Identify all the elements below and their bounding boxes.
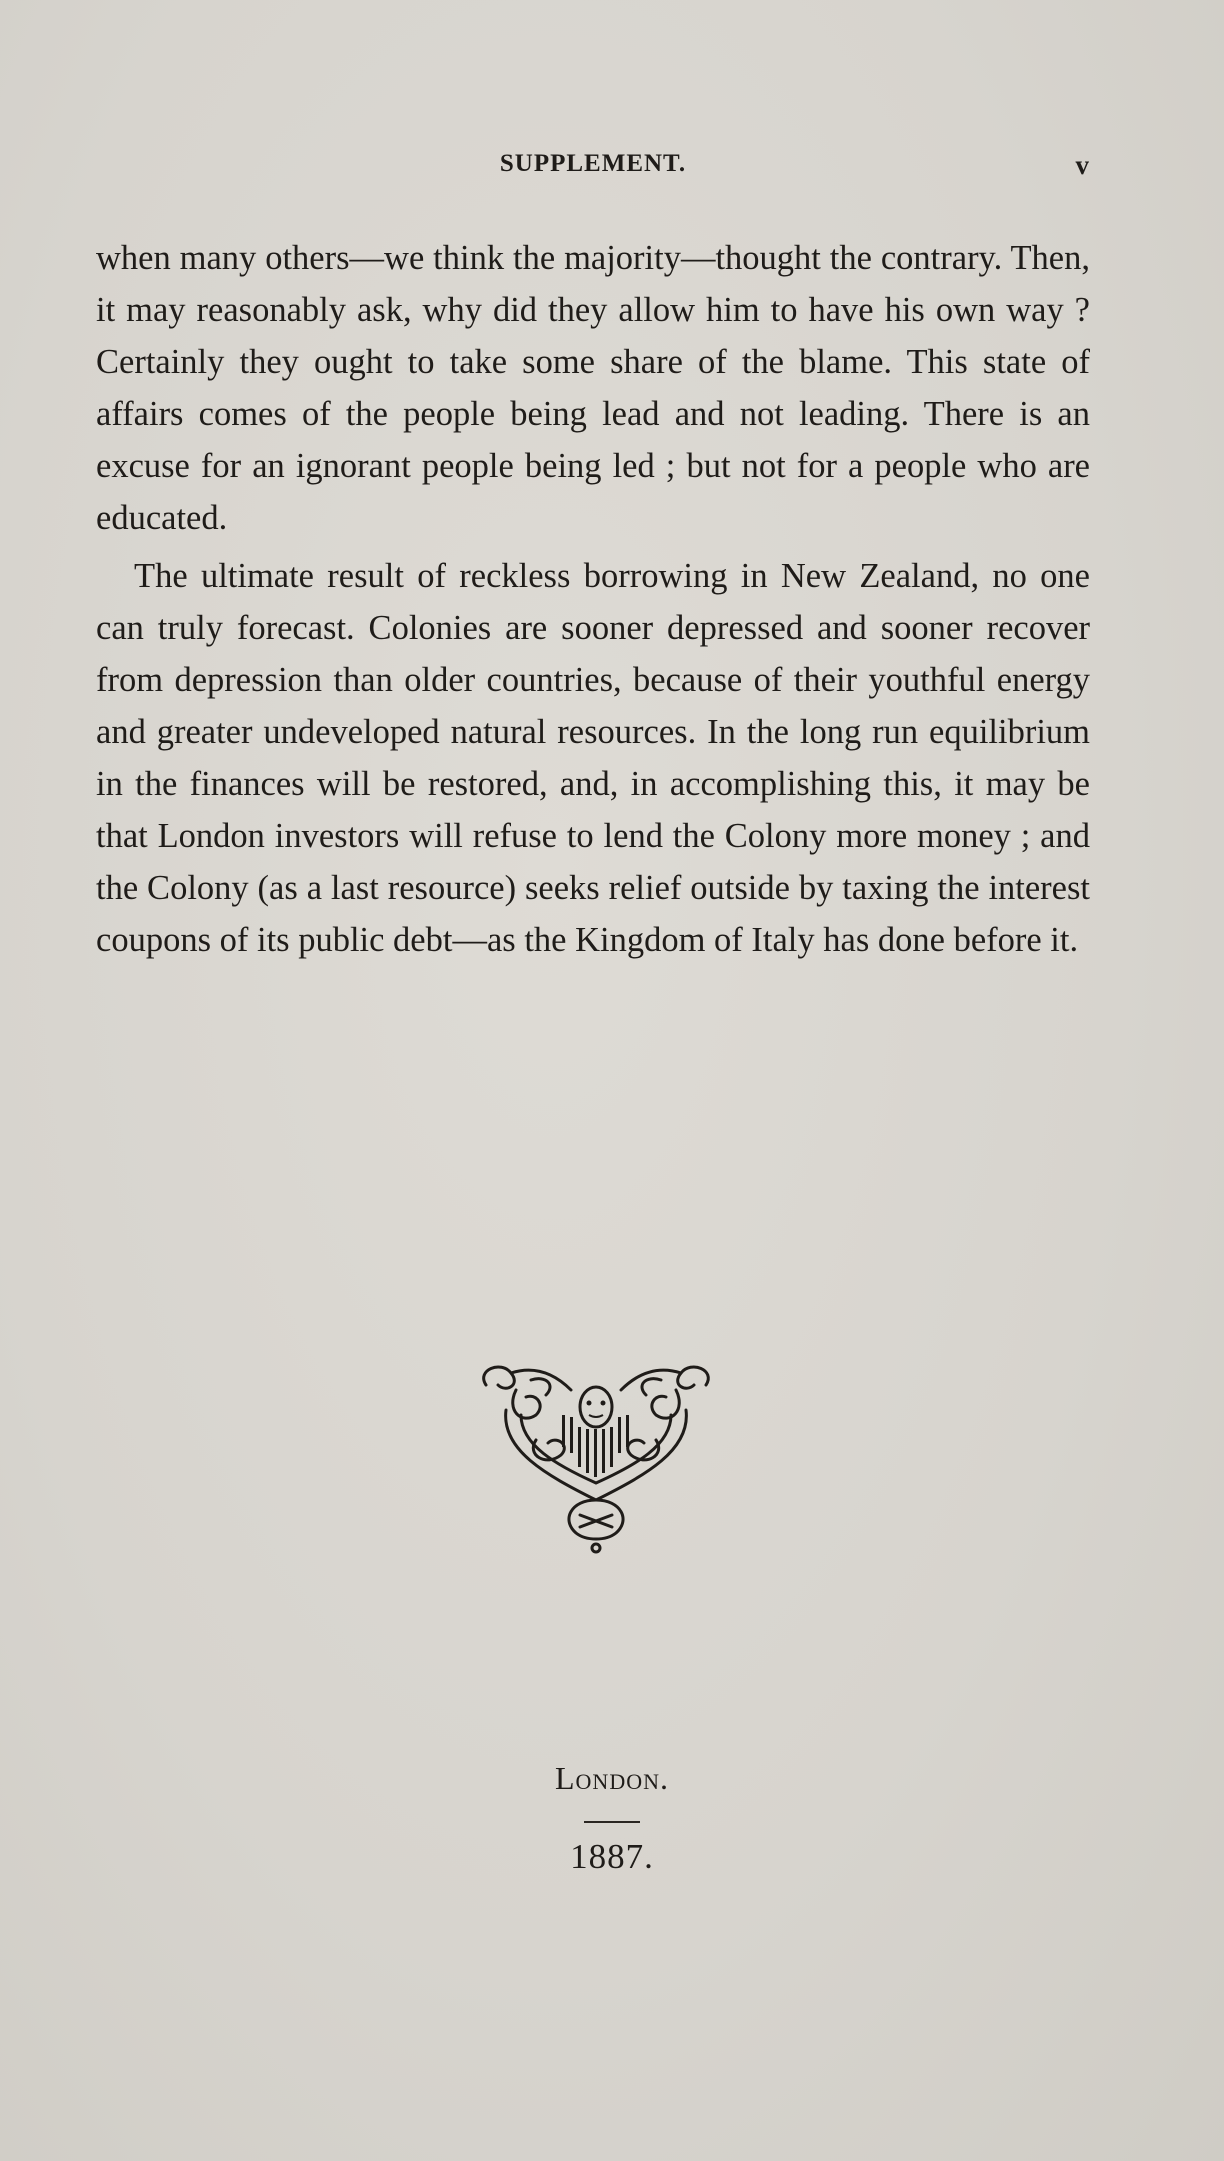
- grotesque-mask-vignette-icon: [476, 1355, 716, 1555]
- page-number: v: [1075, 150, 1090, 180]
- imprint-place: London.: [555, 1760, 669, 1796]
- imprint: [0, 1760, 1224, 1877]
- imprint-year: 1887.: [570, 1837, 654, 1876]
- imprint-rule: [584, 1821, 640, 1823]
- paragraph: The ultimate result of reckless borrowing in New Zealand, no one can truly forecast. Colonies are sooner depressed and sooner recover from depression than older countries, because of their youthful energy and greater undeveloped natural resources. In the long run equilibrium in the finances will be restored, and, in accomplishing this, it may be that London investors will refuse to lend the Colony more money ; and the Colony (as a last resource) seeks relief outside by taxing the interest coupons of its public debt—as the Kingdom of Italy has done before it.: [96, 557, 1090, 959]
- running-title: SUPPLEMENT.: [499, 150, 687, 177]
- running-head: [96, 150, 1090, 190]
- body-text: [96, 232, 1090, 966]
- paragraph-continued: when many others—we think the majority—thought the contrary. Then, it may reasonably ask, why did they allow him to have his own way ? Certainly they ought to take some share of the blame. This state of affairs comes of the people being lead and not leading. There is an excuse for an ignorant people being led ; but not for a people who are educated.: [96, 239, 1090, 537]
